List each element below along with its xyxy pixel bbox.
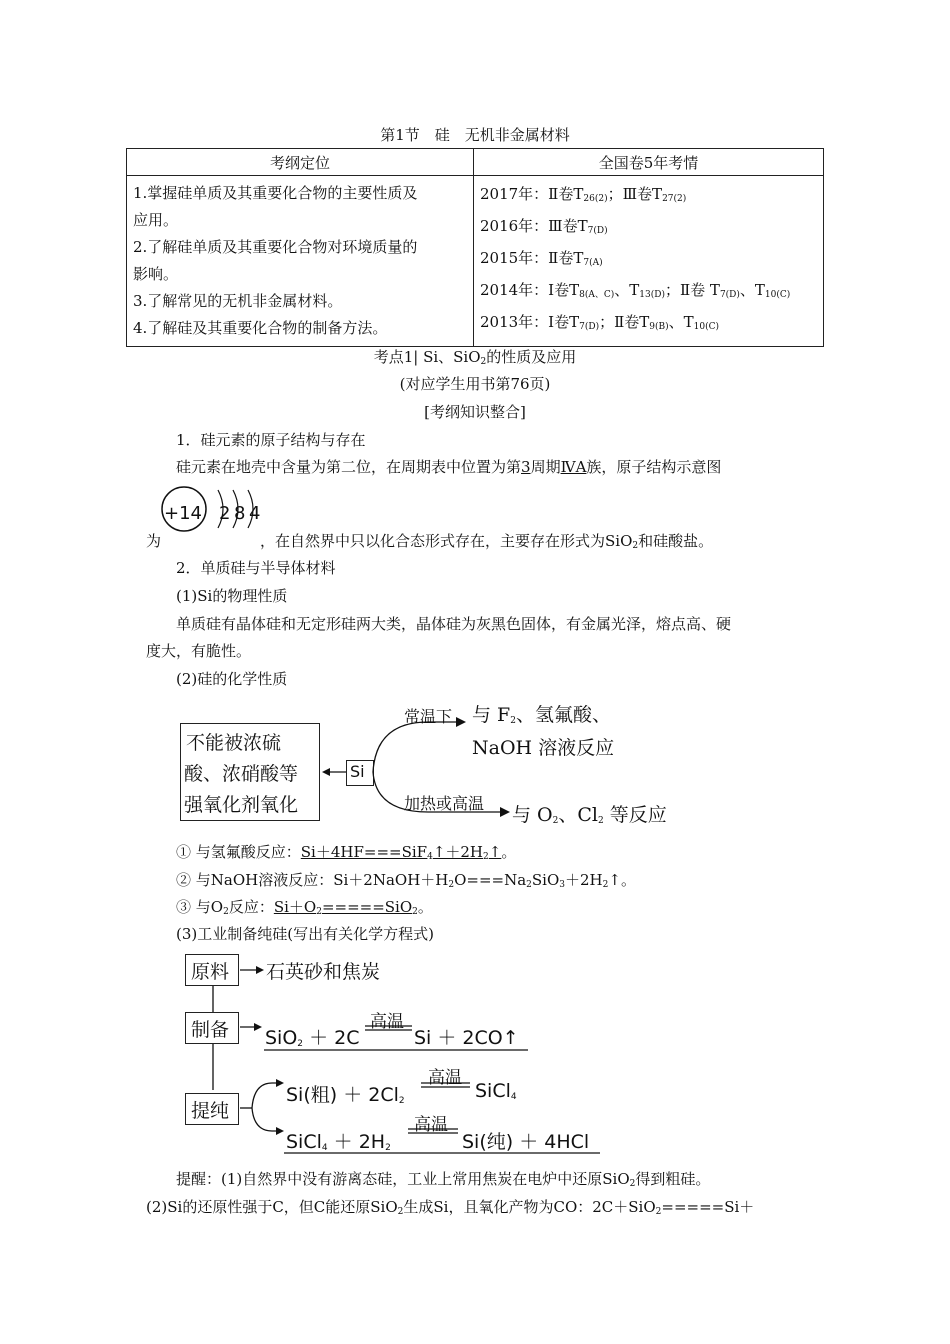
room-temp-reaction-line-2: NaOH 溶液反应 [472, 737, 615, 759]
outline-line: 2.了解硅单质及其重要化合物对环境质量的 [133, 238, 418, 256]
high-temp-reaction: 与 $O_2$、$Cl_2$ 等反应 [512, 804, 667, 826]
paragraph-2: ，在自然界中只以化合态形式存在，主要存在形式为SiO$_2$和硅酸盐。 [260, 532, 714, 551]
preparation-equation-right: Si ＋ 2CO↑ [414, 1027, 519, 1049]
outline-cell [127, 176, 474, 347]
section-title: 第1节 硅 无机非金属材料 [380, 126, 570, 144]
purification-condition-1: 高温 [428, 1068, 462, 1088]
normal-temp-condition: 常温下 [404, 707, 453, 726]
raw-material-text: 石英砂和焦炭 [266, 961, 381, 983]
room-temp-reaction-line-1: 与 $F_2$、氢氟酸、 [472, 704, 611, 726]
not-oxidized-line-2: 酸、浓硝酸等 [184, 763, 299, 785]
exam-2014: 2014年：Ⅰ卷$T_{8(A、C)}$、$T_{13(D)}$；Ⅱ卷 $T_{7(D)}$、$T_{10(C)}$ [480, 281, 791, 300]
heading-2: 2．单质硅与半导体材料 [176, 559, 336, 577]
heading-1: 1．硅元素的原子结构与存在 [176, 431, 366, 449]
outline-line: 1.掌握硅单质及其重要化合物的主要性质及 [133, 184, 418, 202]
exam-2016: 2016年：Ⅲ卷$T_{7(D)}$ [480, 217, 608, 236]
exam-2013: 2013年：Ⅰ卷$T_{7(D)}$；Ⅱ卷$T_{9(B)}$、$T_{10(C)}$ [480, 313, 720, 332]
book-reference: (对应学生用书第76页) [399, 375, 551, 393]
physical-properties-line-1: 单质硅有晶体硅和无定形硅两大类，晶体硅为灰黑色固体，有金属光泽，熔点高、硬 [176, 615, 732, 633]
not-oxidized-line-1: 不能被浓硫 [186, 732, 282, 754]
heading-2-3: (3)工业制备纯硅(写出有关化学方程式) [176, 925, 434, 943]
tip-2: (2)Si的还原性强于C，但C能还原SiO$_2$生成Si，且氧化产物为CO：2C＋SiO$_2$=====Si＋ [146, 1198, 755, 1217]
heading-2-2: (2)硅的化学性质 [176, 670, 288, 688]
raw-material-label: 原料 [191, 961, 230, 983]
atom-shell-3: 4 [249, 503, 261, 524]
heading-2-1: (1)Si的物理性质 [176, 587, 288, 605]
atom-nucleus: +14 [164, 503, 202, 524]
outline-line: 3.了解常见的无机非金属材料。 [133, 292, 343, 310]
tip-1: 提醒：(1)自然界中没有游离态硅，工业上常用焦炭在电炉中还原SiO$_2$得到粗硅。 [176, 1170, 711, 1189]
purification-condition-2: 高温 [414, 1115, 448, 1135]
reaction-naoh: ② 与NaOH溶液反应：$Si+2NaOH+H_2O===Na_2SiO_3+2H_2↑$。 [176, 871, 636, 890]
purification-equation-2-left: SiCl$_4$ ＋ $2H_2$ [286, 1131, 391, 1153]
preparation-condition: 高温 [370, 1012, 404, 1032]
atom-shell-2: 8 [234, 503, 246, 524]
atom-shell-1: 2 [219, 503, 231, 524]
outline-line: 应用。 [133, 211, 179, 229]
not-oxidized-line-3: 强氧化剂氧化 [184, 794, 299, 816]
label-wei: 为 [146, 532, 162, 550]
heating-condition: 加热或高温 [404, 794, 485, 813]
outline-line: 4.了解硅及其重要化合物的制备方法。 [133, 319, 388, 337]
exam-2017: 2017年：Ⅱ卷$T_{26(2)}$；Ⅲ卷$T_{27(2)}$ [480, 185, 687, 204]
purification-label: 提纯 [191, 1100, 230, 1122]
purification-equation-2-right: Si(纯) ＋ 4HCl [462, 1131, 590, 1153]
table-header-outline: 考纲定位 [127, 149, 474, 176]
knowledge-title: [考纲知识整合] [424, 403, 526, 421]
exam-2015: 2015年：Ⅱ卷$T_{7(A)}$ [480, 249, 603, 268]
exam-history-cell [474, 176, 824, 347]
exam-table [126, 148, 824, 347]
si-label: Si [350, 762, 365, 781]
preparation-label: 制备 [191, 1019, 230, 1041]
preparation-equation-left: SiO$_2$ ＋ 2C [265, 1027, 360, 1049]
outline-line: 影响。 [133, 265, 179, 283]
purification-equation-1-left: Si(粗) ＋ $2Cl_2$ [286, 1084, 405, 1106]
purification-equation-1-right: SiCl$_4$ [475, 1080, 517, 1102]
reaction-hf: ① 与氢氟酸反应：$Si+4HF===SiF_4↑+2H_2↑$。 [176, 843, 517, 862]
reaction-o2: ③ 与$O_2$反应：$Si+O_2=====SiO_2$。 [176, 898, 433, 917]
kaodian-title: 考点1| Si、SiO$_2$的性质及应用 [373, 348, 577, 367]
table-header-exams: 全国卷5年考情 [474, 149, 824, 176]
paragraph-1: 硅元素在地壳中含量为第二位，在周期表中位置为第3周期ⅣA族，原子结构示意图 [176, 458, 722, 476]
physical-properties-line-2: 度大，有脆性。 [146, 642, 252, 660]
